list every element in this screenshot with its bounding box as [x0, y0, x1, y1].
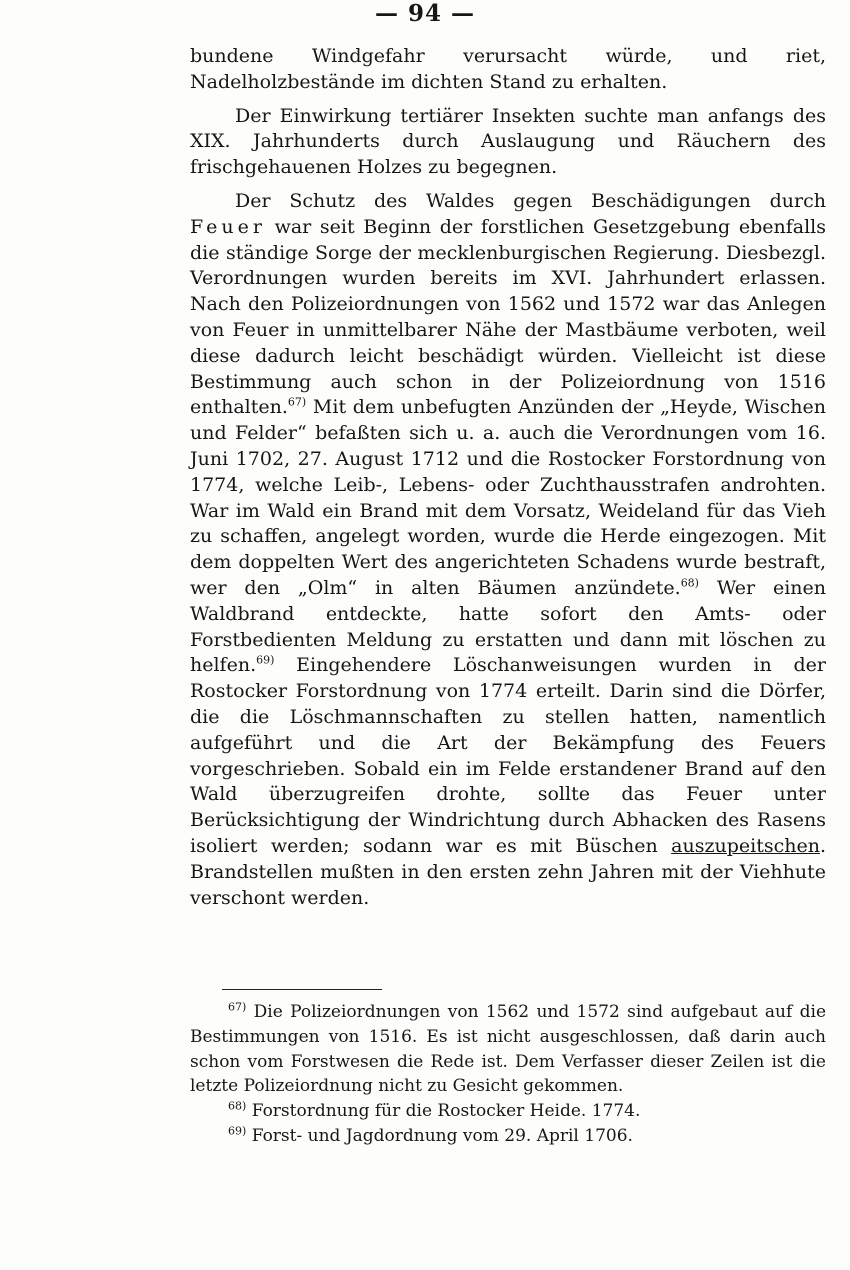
paragraph-3 [190, 189, 826, 911]
footnote-68 [190, 1099, 826, 1124]
paragraph-3-part-f: Eingehendere Löschanweisungen wurden in der Rostocker Forstordnung von 1774 erteilt. Darin sind die Dörfer, die die Löschmannschaften zu stellen hatten, namentlich aufgeführt und die Art der Bekämpfung des Feuers vorgeschrieben. Sobald ein im Felde erstandener Brand auf den Wald überzugreifen drohte, sollte das Feuer unter Berücksichtigung der Windrichtung durch Abhacken des Rasens isoliert werden; sodann war es mit Büschen [190, 654, 826, 857]
emphasis-feuer: Feuer [190, 215, 266, 238]
footnotes [190, 1000, 826, 1149]
body-text [190, 44, 826, 911]
footnote-ref-68: 68) [680, 576, 699, 590]
footnote-number-69: 69) [228, 1124, 247, 1138]
footnote-67 [190, 1000, 826, 1099]
footnote-text-67: Die Polizeiordnungen von 1562 und 1572 sind aufgebaut auf die Bestimmungen von 1516. Es ist nicht ausgeschlossen, daß darin auch schon vom Forstwesen die Rede ist. Dem Verfasser dieser Zeilen ist die letzte Polizeiordnung nicht zu Gesicht gekommen. [190, 1002, 827, 1097]
paragraph-3-part-d: Mit dem unbefugten Anzünden der „Heyde, Wischen und Felder“ befaßten sich u. a. auch die Verordnungen vom 16. Juni 1702, 27. August 1712 und die Rostocker Forstordnung von 1774, welche Leib-, Lebens- oder Zuchthausstrafen androhten. War im Wald ein Brand mit dem Vorsatz, Weideland für das Vieh zu schaffen, angelegt worden, wurde die Herde eingezogen. Mit dem doppelten Wert des angerichteten Schadens wurde bestraft, wer den „Olm“ in alten Bäumen anzündete. [190, 396, 826, 599]
paragraph-2: Der Einwirkung tertiärer Insekten suchte man anfangs des XIX. Jahrhunderts durch Auslaugung und Räuchern des frischgehauenen Holzes zu begegnen. [190, 104, 826, 179]
footnote-divider [222, 989, 382, 990]
underlined-word: auszupeitschen [671, 834, 820, 857]
footnote-number-68: 68) [228, 1099, 247, 1113]
page-number: — 94 — [374, 0, 476, 27]
footnote-ref-67: 67) [287, 396, 307, 410]
footnote-69 [190, 1124, 826, 1149]
footnote-text-69: Forst- und Jagdordnung vom 29. April 1706. [251, 1125, 633, 1146]
paragraph-3-lead: Der Schutz des Waldes gegen Beschädigungen durch [235, 189, 826, 212]
paragraph-3-part-h: . Brandstellen mußten in den ersten zehn Jahren mit der Viehhute verschont werden. [190, 834, 826, 909]
footnote-ref-69: 69) [256, 654, 275, 667]
paragraph-3-part-e: Wer einen Waldbrand entdeckte, hatte sofort den Amts- oder Forstbedienten Meldung zu erstatten und dann mit löschen zu helfen. [190, 576, 826, 677]
paragraph-3-part-c: war seit Beginn der forstlichen Gesetzgebung ebenfalls die ständige Sorge der mecklenburgischen Regierung. Diesbezgl. Verordnungen wurden bereits im XVI. Jahrhundert erlassen. Nach den Polizeiordnungen von 1562 und 1572 war das Anlegen von Feuer in unmittelbarer Nähe der Mastbäume verboten, weil diese dadurch leicht beschädigt würden. Vielleicht ist diese Bestimmung auch schon in der Polizeiordnung von 1516 enthalten. [190, 215, 826, 419]
footnote-number-67: 67) [228, 1000, 247, 1014]
paragraph-1: bundene Windgefahr verursacht würde, und riet, Nadelholzbestände im dichten Stand zu erhalten. [190, 45, 826, 93]
footnote-text-68: Forstordnung für die Rostocker Heide. 1774. [251, 1101, 641, 1122]
